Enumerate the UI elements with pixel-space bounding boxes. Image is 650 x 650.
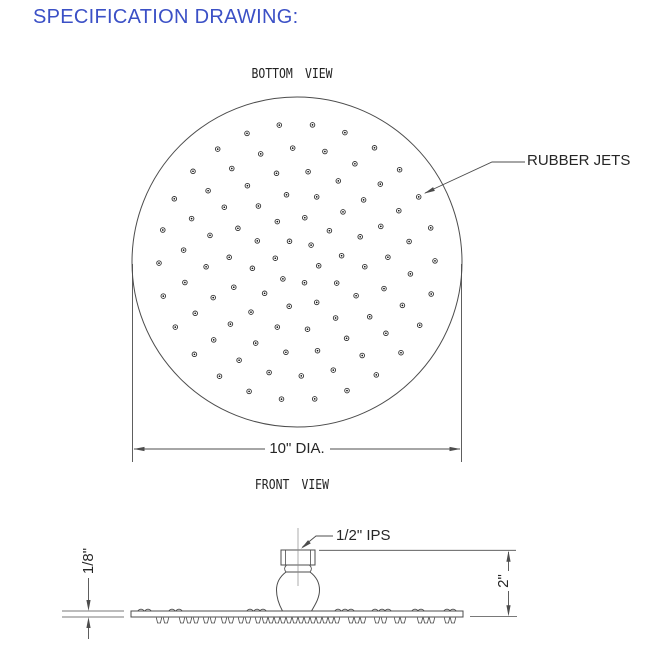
nozzle	[274, 618, 279, 623]
jet-dot	[300, 375, 302, 377]
inlet-dimension-label: 1/2" IPS	[336, 527, 391, 544]
jet-dot	[250, 311, 252, 313]
inlet-connector	[277, 528, 320, 611]
jet-dot	[238, 359, 240, 361]
height-dimension	[319, 550, 517, 616]
jet-dot	[276, 221, 278, 223]
diameter-dimension	[133, 264, 462, 462]
jet-dot	[346, 337, 348, 339]
jet-dot	[324, 151, 326, 153]
jet-dot	[307, 328, 309, 330]
jet-dot	[212, 297, 214, 299]
jet-dot	[292, 147, 294, 149]
jet-dot	[184, 282, 186, 284]
jet-dot	[379, 183, 381, 185]
bottom-view-label: BOTTOM VIEW	[251, 67, 333, 82]
nozzle	[286, 618, 291, 623]
nozzle	[360, 618, 365, 623]
jet-dot	[375, 374, 377, 376]
nozzle	[316, 618, 321, 623]
jet-dot	[217, 148, 219, 150]
jet-dot	[342, 211, 344, 213]
jet-dot	[223, 206, 225, 208]
nozzle	[298, 618, 303, 623]
arrowhead	[86, 600, 90, 611]
nozzle	[156, 618, 161, 623]
nozzle	[245, 618, 250, 623]
jet-dot	[335, 317, 337, 319]
nozzle	[179, 618, 184, 623]
jet-dot	[207, 190, 209, 192]
jet-dot	[231, 168, 233, 170]
arrowhead	[134, 447, 145, 451]
arrowhead	[450, 447, 461, 451]
nozzle	[423, 618, 428, 623]
jet-dot	[402, 305, 404, 307]
jet-dot	[228, 256, 230, 258]
thickness-dimension	[62, 578, 124, 639]
nozzle	[328, 618, 333, 623]
jet-dot	[316, 196, 318, 198]
jet-dot	[278, 124, 280, 126]
nozzle	[394, 618, 399, 623]
jet-dot	[341, 255, 343, 257]
nozzle	[268, 618, 273, 623]
nozzle	[210, 618, 215, 623]
jet-dot	[354, 163, 356, 165]
nozzle	[450, 618, 455, 623]
jet-dot	[430, 227, 432, 229]
nozzle	[417, 618, 422, 623]
jet-dot	[361, 355, 363, 357]
nozzle	[334, 618, 339, 623]
jet-dot	[304, 282, 306, 284]
nozzle	[348, 618, 353, 623]
arrowhead	[424, 187, 435, 194]
jet-dot	[209, 235, 211, 237]
jet-dot	[385, 332, 387, 334]
jet-dot	[307, 171, 309, 173]
jet-dot	[337, 180, 339, 182]
rubber-jets-group	[157, 123, 438, 402]
jet-dot	[359, 236, 361, 238]
nozzle	[374, 618, 379, 623]
jet-dot	[286, 194, 288, 196]
jet-dot	[219, 375, 221, 377]
jet-dot	[332, 369, 334, 371]
jet-dot	[364, 266, 366, 268]
jet-dot	[355, 295, 357, 297]
jet-dot	[363, 199, 365, 201]
jet-dot	[174, 326, 176, 328]
nozzle	[444, 618, 449, 623]
jet-dot	[314, 398, 316, 400]
jet-dot	[281, 398, 283, 400]
jet-dot	[316, 302, 318, 304]
nozzle	[228, 618, 233, 623]
jet-dot	[400, 352, 402, 354]
nozzle	[354, 618, 359, 623]
jet-dot	[274, 257, 276, 259]
jet-dot	[173, 198, 175, 200]
jet-dot	[317, 350, 319, 352]
jet-dot	[383, 288, 385, 290]
jet-dot	[387, 256, 389, 258]
jet-dot	[213, 339, 215, 341]
jet-dot	[408, 241, 410, 243]
jet-dot	[285, 351, 287, 353]
jet-dot	[434, 260, 436, 262]
jet-dot	[374, 147, 376, 149]
bottom-view	[132, 97, 462, 427]
arrowhead	[86, 617, 90, 628]
jet-dot	[183, 249, 185, 251]
jet-dot	[329, 230, 331, 232]
jet-dot	[191, 218, 193, 220]
jet-dot	[336, 282, 338, 284]
jet-dot	[318, 265, 320, 267]
jet-dot	[369, 316, 371, 318]
plate-profile	[131, 611, 463, 617]
nozzle	[238, 618, 243, 623]
nozzle	[203, 618, 208, 623]
front-view-label: FRONT VIEW	[254, 478, 330, 493]
nozzle	[221, 618, 226, 623]
jet-dot	[398, 210, 400, 212]
jet-dot	[344, 132, 346, 134]
height-dimension-label: 2"	[494, 574, 512, 588]
jet-dot	[230, 323, 232, 325]
jet-dot	[276, 172, 278, 174]
jet-dot	[255, 342, 257, 344]
nozzle	[322, 618, 327, 623]
jet-dot	[192, 170, 194, 172]
nozzle	[186, 618, 191, 623]
jet-dot	[418, 196, 420, 198]
jet-dot	[194, 312, 196, 314]
jet-dot	[288, 305, 290, 307]
nozzle	[381, 618, 386, 623]
jet-dot	[237, 227, 239, 229]
nozzle	[304, 618, 309, 623]
jet-dot	[304, 217, 306, 219]
nozzle	[262, 618, 267, 623]
jet-dot	[430, 293, 432, 295]
nozzle	[310, 618, 315, 623]
jet-dot	[205, 266, 207, 268]
jet-dot	[312, 124, 314, 126]
nozzle	[280, 618, 285, 623]
nozzle	[292, 618, 297, 623]
jet-dot	[233, 286, 235, 288]
jet-dot	[346, 390, 348, 392]
arrowhead	[506, 551, 510, 562]
jet-dot	[246, 133, 248, 135]
jet-dot	[256, 240, 258, 242]
thickness-dimension-label: 1/8"	[79, 547, 97, 575]
page-title: SPECIFICATION DRAWING:	[33, 6, 299, 28]
jet-dot	[380, 226, 382, 228]
jet-dot	[162, 229, 164, 231]
jet-dot	[260, 153, 262, 155]
jet-dot	[276, 326, 278, 328]
nozzle	[193, 618, 198, 623]
rubber-jets-callout-label: RUBBER JETS	[527, 152, 631, 169]
jet-dot	[289, 240, 291, 242]
nozzle	[400, 618, 405, 623]
inlet-leader	[301, 536, 333, 549]
jet-dot	[252, 267, 254, 269]
jet-dot	[310, 244, 312, 246]
arrowhead	[506, 605, 510, 616]
jet-dot	[268, 372, 270, 374]
jet-dot	[194, 353, 196, 355]
jet-dot	[399, 169, 401, 171]
jet-dot	[158, 262, 160, 264]
jet-dot	[247, 185, 249, 187]
nozzle	[255, 618, 260, 623]
jet-dot	[282, 278, 284, 280]
nozzle	[429, 618, 434, 623]
nozzle	[163, 618, 168, 623]
jet-dot	[162, 295, 164, 297]
showerhead-face-circle	[132, 97, 462, 427]
jet-dot	[248, 391, 250, 393]
jet-dot	[419, 324, 421, 326]
jet-dot	[264, 292, 266, 294]
diameter-dimension-label: 10" DIA.	[269, 440, 325, 457]
jet-dot	[258, 205, 260, 207]
jet-dot	[410, 273, 412, 275]
